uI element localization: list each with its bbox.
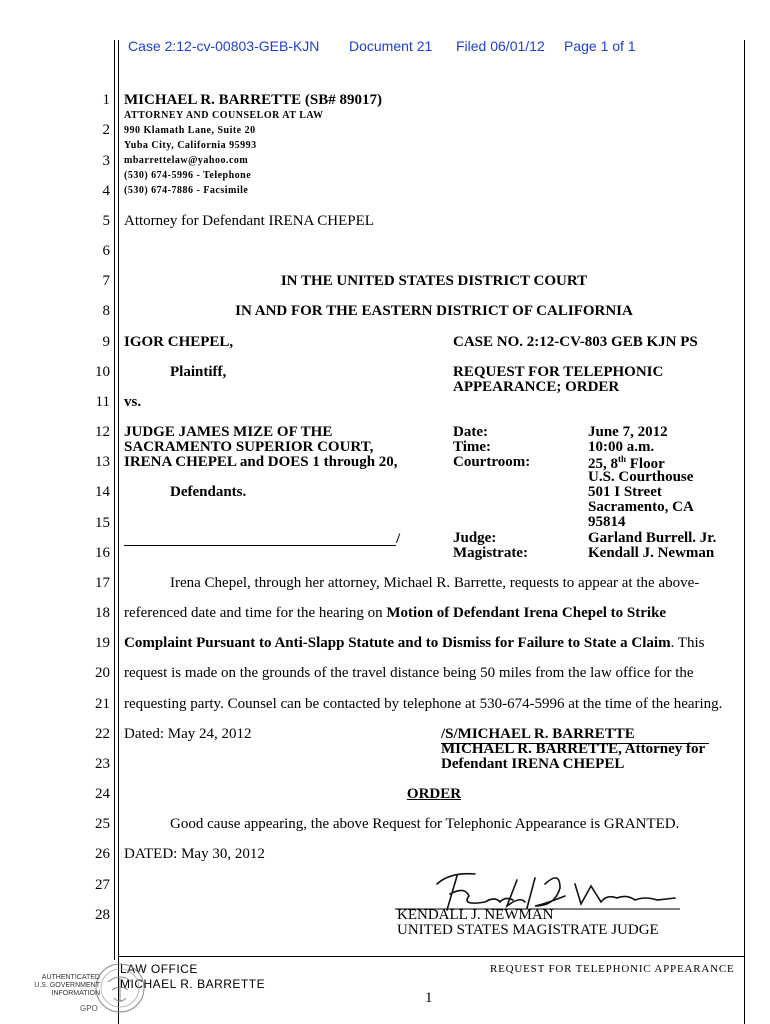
defendants-label: Defendants.: [170, 484, 247, 500]
footer-rule: [118, 956, 744, 957]
case-number: CASE NO. 2:12-CV-803 GEB KJN PS: [453, 334, 698, 350]
line-number: 22: [95, 726, 110, 742]
judge-name: KENDALL J. NEWMAN: [397, 907, 554, 923]
caption-rule: [124, 545, 396, 546]
plaintiff-name: IGOR CHEPEL,: [124, 334, 234, 350]
attorney-phone: (530) 674-5996 - Telephone: [124, 170, 252, 181]
document-title-line2: APPEARANCE; ORDER: [453, 379, 620, 395]
filed-date-header: Filed 06/01/12: [456, 38, 545, 54]
line-number: 28: [95, 907, 110, 923]
caption-slash: /: [396, 531, 401, 547]
versus-label: vs.: [124, 394, 142, 410]
order-heading: ORDER: [406, 786, 462, 802]
document-title-line1: REQUEST FOR TELEPHONIC: [453, 364, 664, 380]
magistrate-label: Magistrate:: [453, 545, 528, 561]
line-number: 2: [102, 122, 110, 138]
hearing-date-label: Date:: [453, 424, 488, 440]
order-text: Good cause appearing, the above Request for Telephonic Appearance is GRANTED.: [170, 816, 680, 832]
line-number: 25: [95, 816, 110, 832]
page-count-header: Page 1 of 1: [564, 38, 636, 54]
judge-label: Judge:: [453, 530, 497, 546]
seal-caption: [28, 974, 100, 998]
court-title-line2: IN AND FOR THE EASTERN DISTRICT OF CALIFORNIA: [235, 303, 633, 319]
line-number: 3: [102, 153, 110, 169]
body-line-17: Irena Chepel, through her attorney, Michael R. Barrette, requests to appear at the above-: [170, 575, 700, 591]
defendants-line2: SACRAMENTO SUPERIOR COURT,: [124, 439, 374, 455]
line-number: 10: [95, 364, 110, 380]
line-number: 14: [95, 484, 110, 500]
case-number-header: Case 2:12-cv-00803-GEB-KJN: [128, 38, 320, 54]
magistrate-value: Kendall J. Newman: [588, 545, 715, 561]
left-margin-rule-inner: [118, 40, 119, 1024]
seal-text: AUTHENTICATED: [41, 974, 100, 981]
attorney-for: Attorney for Defendant IRENA CHEPEL: [124, 213, 374, 229]
attorney-address-line2: Yuba City, California 95993: [124, 140, 257, 151]
line-number: 20: [95, 665, 110, 681]
line-number: 16: [95, 545, 110, 561]
left-margin-rule: [114, 40, 115, 960]
body-line-19: Complaint Pursuant to Anti-Slapp Statute and to Dismiss for Failure to State a Claim. This: [124, 635, 705, 651]
line-number: 17: [95, 575, 110, 591]
courtroom-label: Courtroom:: [453, 454, 531, 470]
line-number: 9: [102, 334, 110, 350]
footer-document-title: REQUEST FOR TELEPHONIC APPEARANCE: [490, 963, 735, 975]
body-line-20: request is made on the grounds of the travel distance being 50 miles from the law office for the: [124, 665, 694, 681]
line-number: 21: [95, 696, 110, 712]
judge-title: UNITED STATES MAGISTRATE JUDGE: [397, 922, 659, 938]
document-number-header: Document 21: [349, 38, 433, 54]
line-number: 8: [102, 303, 110, 319]
attorney-address-line1: 990 Klamath Lane, Suite 20: [124, 125, 256, 136]
line-number: 26: [95, 846, 110, 862]
body-line-21: requesting party. Counsel can be contacted by telephone at 530-674-5996 at the time of the hearing.: [124, 696, 723, 712]
seal-gpo: GPO: [80, 1004, 98, 1013]
attorney-name: MICHAEL R. BARRETTE (SB# 89017): [124, 92, 382, 108]
line-number: 27: [95, 877, 110, 893]
line-number: 11: [95, 394, 110, 410]
request-dated: Dated: May 24, 2012: [124, 726, 252, 742]
line-number: 24: [95, 786, 110, 802]
line-number: 13: [95, 454, 110, 470]
line-number: 6: [102, 243, 110, 259]
signer-name: MICHAEL R. BARRETTE, Attorney for: [441, 741, 706, 757]
courthouse-city: Sacramento, CA: [588, 499, 694, 515]
courtroom-value: 25, 8th Floor: [588, 454, 665, 472]
line-number: 18: [95, 605, 110, 621]
courthouse-street: 501 I Street: [588, 484, 662, 500]
attorney-email: mbarrettelaw@yahoo.com: [124, 155, 249, 166]
seal-text: U.S. GOVERNMENT: [34, 982, 100, 989]
gpo-authentication-seal: [28, 960, 148, 1020]
footer-firm-name: MICHAEL R. BARRETTE: [120, 977, 266, 991]
body-line-18: referenced date and time for the hearing on Motion of Defendant Irena Chepel to Strike: [124, 605, 667, 621]
line-number: 23: [95, 756, 110, 772]
hearing-time-label: Time:: [453, 439, 492, 455]
court-title-line1: IN THE UNITED STATES DISTRICT COURT: [280, 273, 588, 289]
plaintiff-label: Plaintiff,: [170, 364, 227, 380]
line-number: 19: [95, 635, 110, 651]
defendants-line1: JUDGE JAMES MIZE OF THE: [124, 424, 333, 440]
courthouse-name: U.S. Courthouse: [588, 469, 694, 485]
order-dated: DATED: May 30, 2012: [124, 846, 265, 862]
signer-party: Defendant IRENA CHEPEL: [441, 756, 625, 772]
attorney-fax: (530) 674-7886 - Facsimile: [124, 185, 249, 196]
line-number: 4: [102, 183, 110, 199]
attorney-title: ATTORNEY AND COUNSELOR AT LAW: [124, 110, 324, 121]
line-number: 5: [102, 213, 110, 229]
footer-law-office: LAW OFFICE: [120, 962, 198, 976]
line-number: 15: [95, 515, 110, 531]
seal-text: INFORMATION: [51, 990, 100, 997]
line-number: 7: [102, 273, 110, 289]
attorney-signature: /S/MICHAEL R. BARRETTE: [441, 726, 709, 744]
hearing-date-value: June 7, 2012: [588, 424, 668, 440]
right-margin-rule: [744, 40, 745, 1024]
line-number: 1: [102, 92, 110, 108]
courthouse-zip: 95814: [588, 514, 626, 530]
hearing-time-value: 10:00 a.m.: [588, 439, 655, 455]
judge-value: Garland Burrell. Jr.: [588, 530, 717, 546]
defendants-line3: IRENA CHEPEL and DOES 1 through 20,: [124, 454, 398, 470]
page-number: 1: [425, 990, 433, 1006]
line-number: 12: [95, 424, 110, 440]
